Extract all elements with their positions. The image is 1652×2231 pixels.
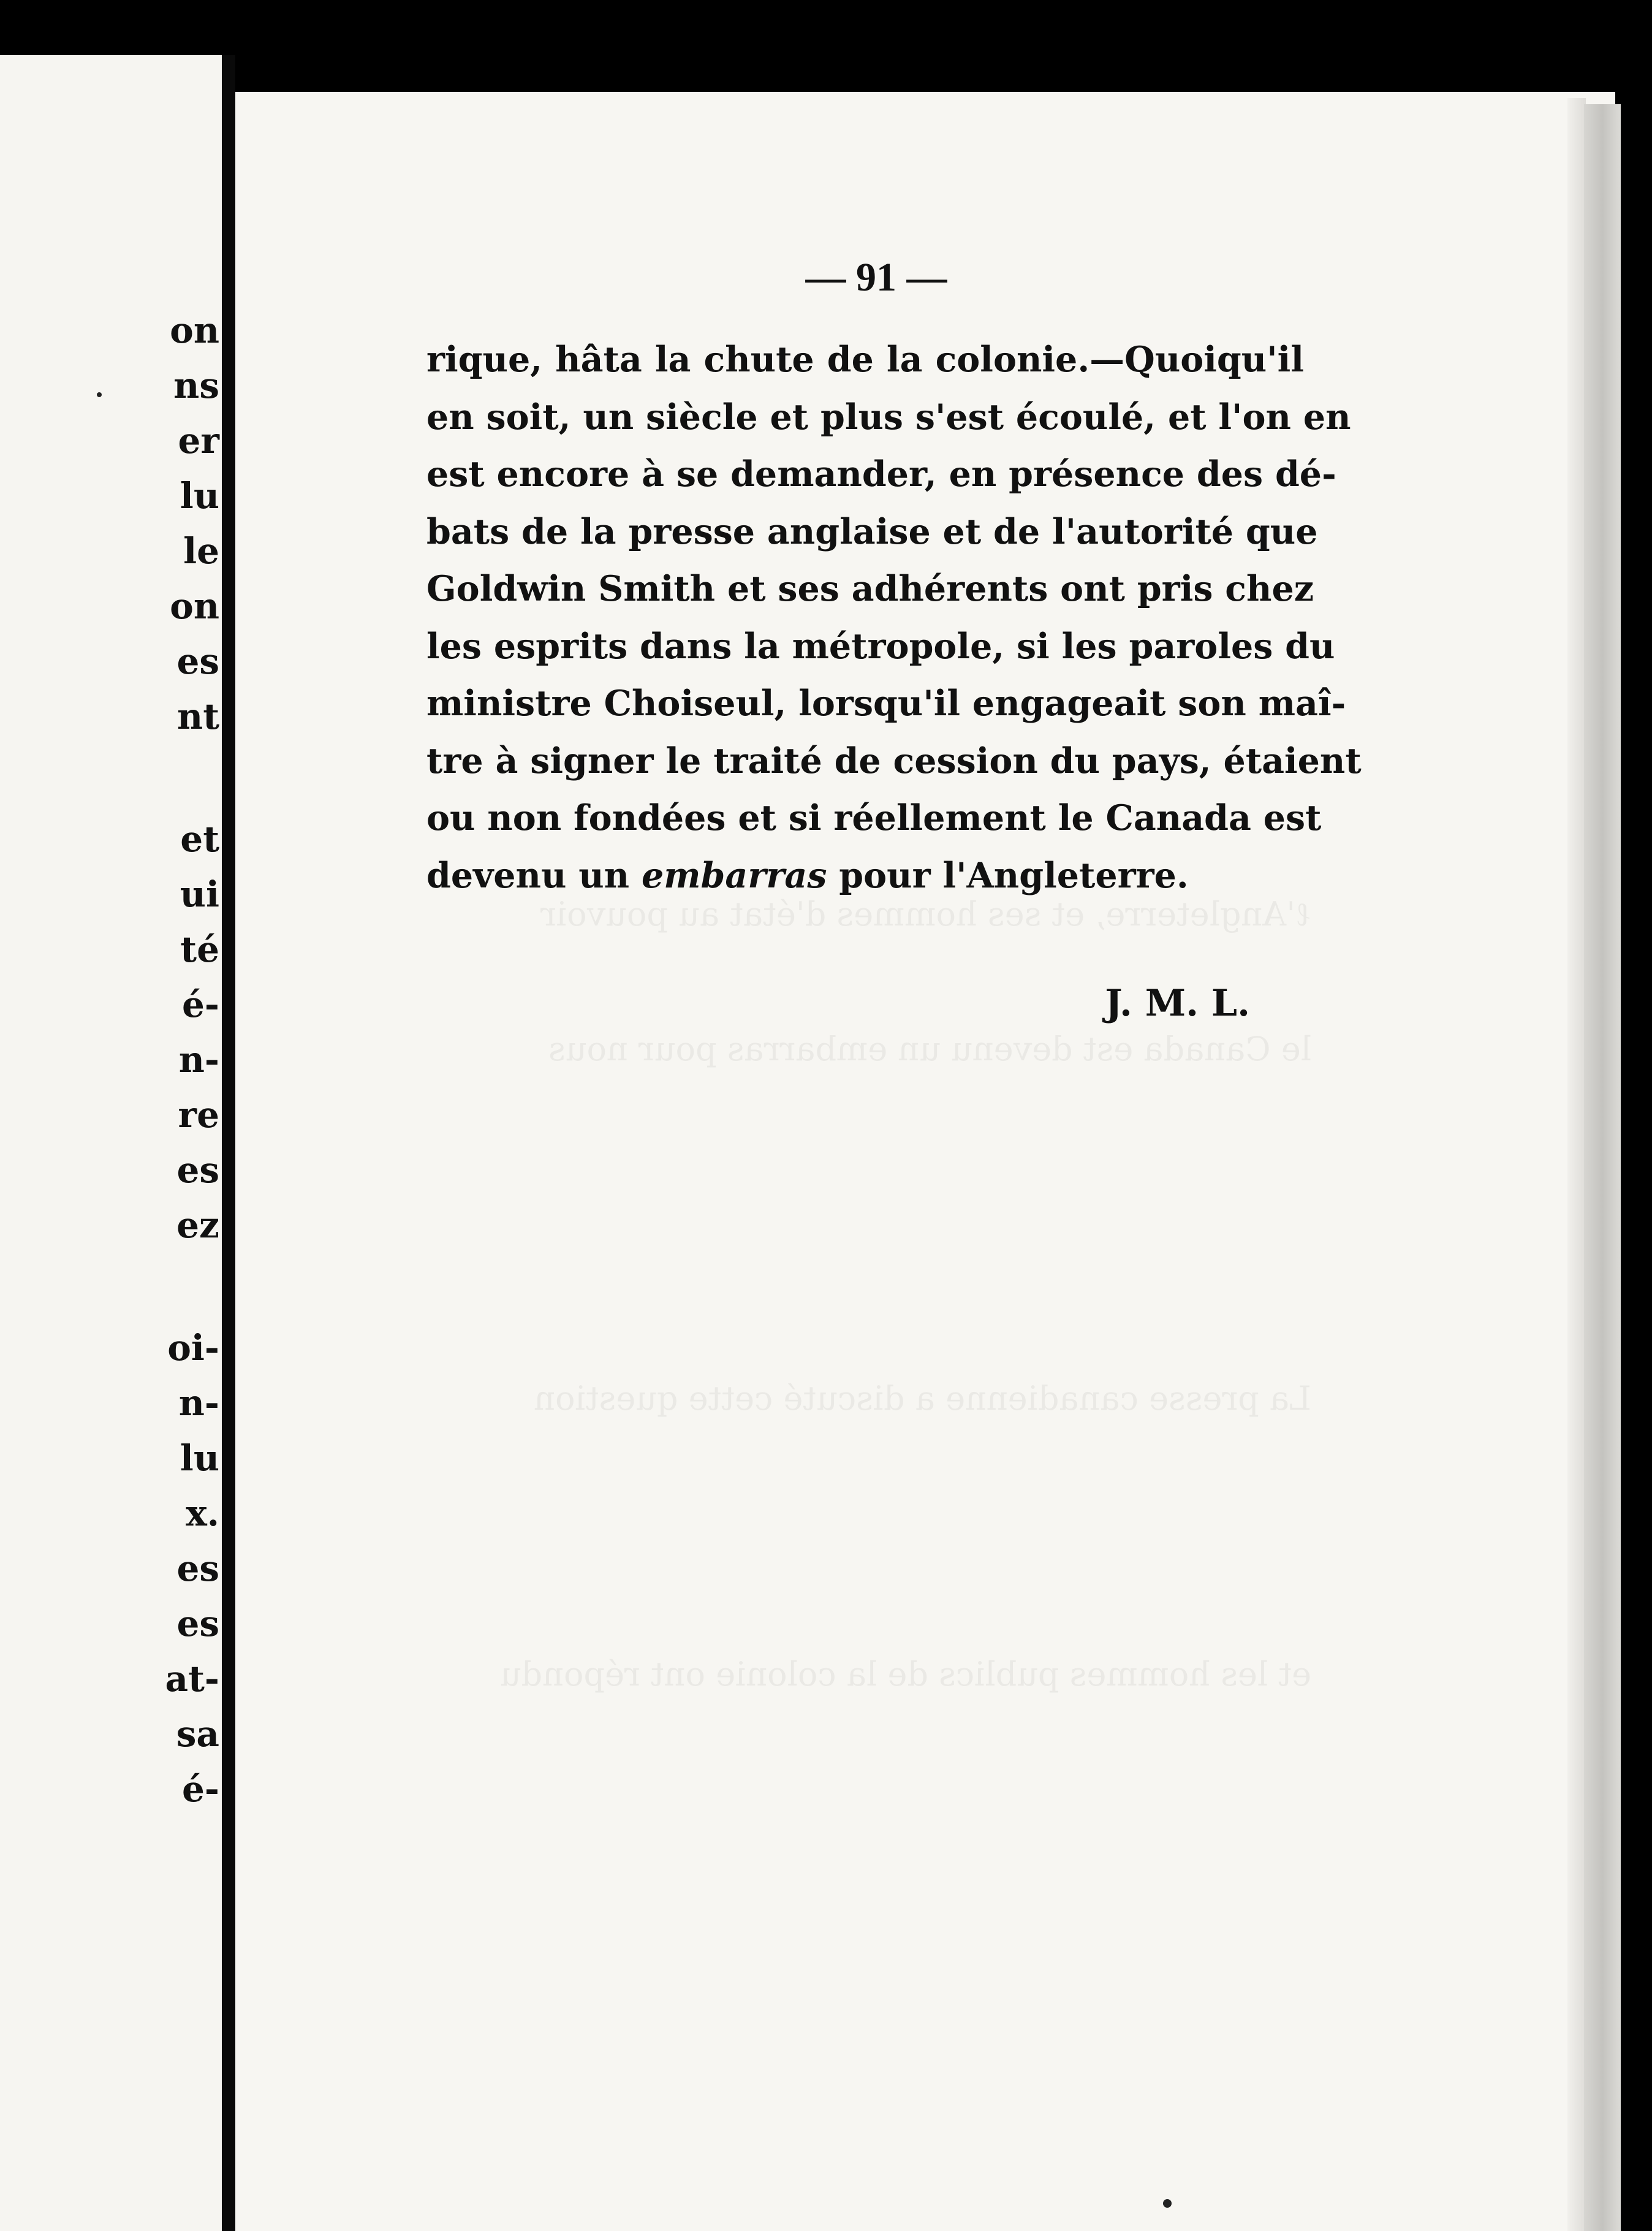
ink-speck	[97, 392, 102, 397]
body-line: en soit, un siècle et plus s'est écoulé, et l'on en	[426, 396, 1351, 438]
last-line-end: pour l'Angleterre.	[827, 854, 1189, 896]
left-page-line-fragment: es	[176, 1548, 219, 1589]
left-page-line-fragment: ui	[180, 873, 219, 915]
left-page-line-fragment: es	[176, 1149, 219, 1191]
left-page-line-fragment: té	[180, 929, 219, 970]
show-through-text: ℓ'Angleterre, et ses hommes d'état au pouvoir	[540, 895, 1311, 933]
body-line: est encore à se demander, en présence des dé-	[426, 454, 1336, 495]
left-page-line-fragment: é-	[182, 984, 219, 1025]
left-page-line-fragment: n-	[178, 1039, 219, 1081]
left-page-line-fragment: on	[170, 585, 219, 627]
left-page-line-fragment: re	[178, 1094, 219, 1136]
body-line: Goldwin Smith et ses adhérents ont pris chez	[426, 568, 1314, 609]
left-page-line-fragment: nt	[177, 696, 219, 737]
left-page-line-fragment: on	[170, 310, 219, 351]
body-line: les esprits dans la métropole, si les paroles du	[426, 625, 1335, 667]
book-gutter	[222, 55, 235, 2231]
left-page-line-fragment: x.	[186, 1492, 219, 1534]
body-line: tre à signer le traité de cession du pays, étaient	[426, 740, 1362, 781]
page-stack-edge	[1584, 104, 1621, 2231]
left-page-line-fragment: le	[183, 530, 219, 572]
left-page-line-fragment: et	[180, 818, 219, 860]
left-page-line-fragment: es	[176, 640, 219, 682]
page-edge-shadow	[1567, 98, 1586, 2231]
left-page-line-fragment: oi-	[167, 1327, 219, 1369]
body-line: bats de la presse anglaise et de l'autorité que	[426, 511, 1318, 552]
ink-speck	[1163, 2199, 1172, 2208]
last-line-start: devenu un	[426, 854, 642, 896]
emphasized-word: embarras	[641, 854, 827, 896]
previous-page-fragment	[0, 55, 225, 2231]
left-page-line-fragment: er	[178, 420, 219, 462]
show-through-text: le Canada est devenu un embarras pour nous	[548, 1030, 1311, 1068]
left-page-line-fragment: é-	[182, 1768, 219, 1810]
body-line-last	[426, 854, 1304, 896]
left-page-line-fragment: es	[176, 1603, 219, 1644]
left-page-line-fragment: n-	[178, 1382, 219, 1424]
left-page-line-fragment: sa	[176, 1713, 219, 1755]
show-through-text: et les hommes publics de la colonie ont répondu	[499, 1655, 1311, 1693]
show-through-text: La presse canadienne a discuté cette question	[534, 1379, 1311, 1418]
left-page-line-fragment: ns	[173, 365, 219, 406]
left-page-line-fragment: lu	[180, 1437, 219, 1479]
body-line: rique, hâta la chute de la colonie.—Quoiqu'il	[426, 339, 1304, 380]
page-number: — 91 —	[805, 255, 947, 300]
left-page-line-fragment: at-	[165, 1658, 219, 1700]
left-page-line-fragment: ez	[176, 1204, 219, 1246]
body-line: ou non fondées et si réellement le Canada est	[426, 797, 1322, 838]
author-signature: J. M. L.	[1105, 982, 1250, 1025]
left-page-line-fragment: lu	[180, 475, 219, 517]
body-line: ministre Choiseul, lorsqu'il engageait son maî-	[426, 683, 1346, 724]
